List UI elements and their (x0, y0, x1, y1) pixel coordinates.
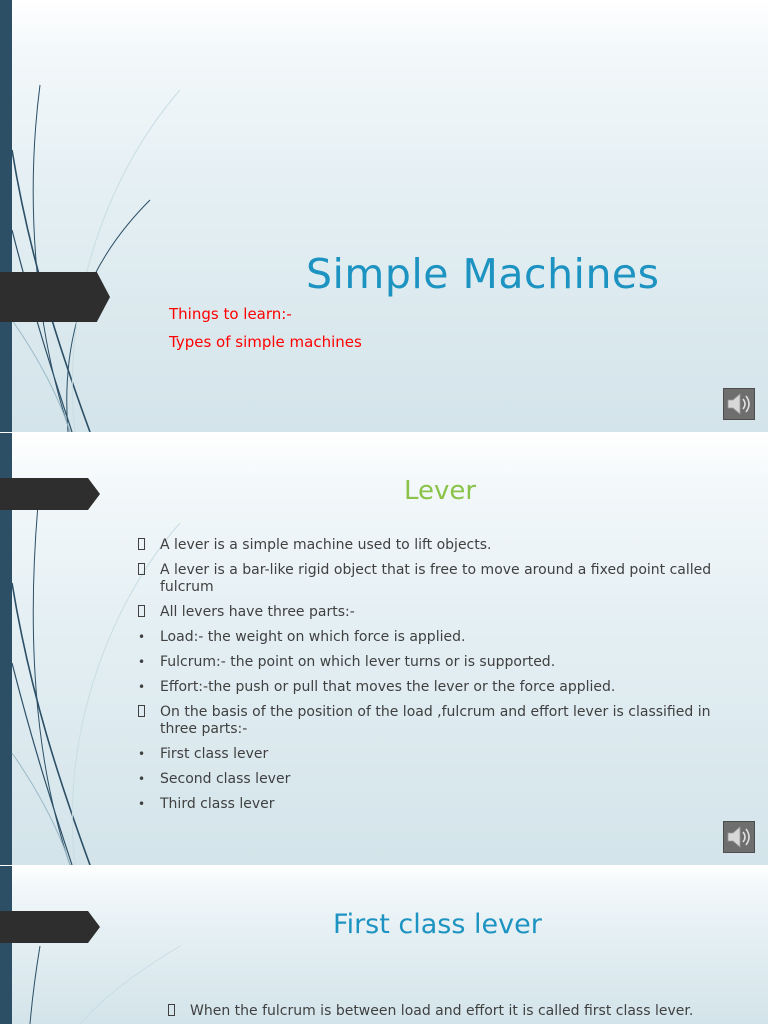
bullet-list (136, 537, 736, 821)
dot-bullet-icon: • (138, 630, 146, 644)
bullet-item (136, 796, 736, 813)
dot-bullet-icon: • (138, 772, 146, 786)
slide-1 (0, 0, 768, 432)
slide-tab (0, 911, 100, 943)
bullet-item (136, 537, 736, 554)
bullet-item (136, 771, 736, 788)
box-bullet-icon (168, 1003, 175, 1021)
slide-tab (0, 478, 100, 510)
bullet-text: All levers have three parts:- (160, 604, 355, 620)
dot-bullet-icon: • (138, 797, 146, 811)
bullet-item (136, 679, 736, 696)
speaker-icon[interactable] (723, 821, 755, 853)
decorative-curves (0, 0, 200, 432)
bullet-text: First class lever (160, 746, 269, 762)
bullet-item (136, 604, 736, 621)
bullet-text: Effort:-the push or pull that moves the lever or the force applied. (160, 679, 616, 695)
subtitle-line-1: Things to learn:- (169, 305, 292, 323)
slide-title: Lever (404, 476, 477, 506)
bullet-list (166, 1003, 746, 1020)
dot-bullet-icon: • (138, 747, 146, 761)
dot-bullet-icon: • (138, 680, 146, 694)
bullet-item (136, 629, 736, 646)
dot-bullet-icon: • (138, 655, 146, 669)
bullet-text: A lever is a simple machine used to lift objects. (160, 537, 492, 553)
slide-title: First class lever (333, 909, 542, 940)
speaker-icon[interactable] (723, 388, 755, 420)
box-bullet-icon (138, 604, 152, 622)
bullet-text: Fulcrum:- the point on which lever turns or is supported. (160, 654, 556, 670)
decorative-curves (0, 866, 200, 1024)
box-bullet-icon (138, 537, 152, 555)
bullet-text: Second class lever (160, 771, 291, 787)
bullet-item (136, 654, 736, 671)
bullet-text: A lever is a bar-like rigid object that is free to move around a fixed point called fulcrum (160, 562, 712, 595)
slide-tab (0, 272, 110, 322)
box-bullet-icon (138, 562, 152, 580)
slide-title: Simple Machines (306, 250, 660, 298)
box-bullet-icon (138, 704, 152, 722)
bullet-item (166, 1003, 746, 1020)
bullet-text: When the fulcrum is between load and effort it is called first class lever. (190, 1003, 694, 1019)
bullet-item (136, 704, 736, 738)
bullet-item (136, 746, 736, 763)
bullet-item (136, 562, 736, 596)
bullet-text: On the basis of the position of the load ,fulcrum and effort lever is classified in three parts:- (160, 704, 711, 737)
slide-3 (0, 866, 768, 1024)
bullet-text: Load:- the weight on which force is applied. (160, 629, 466, 645)
subtitle-line-2: Types of simple machines (169, 333, 362, 351)
bullet-text: Third class lever (160, 796, 275, 812)
